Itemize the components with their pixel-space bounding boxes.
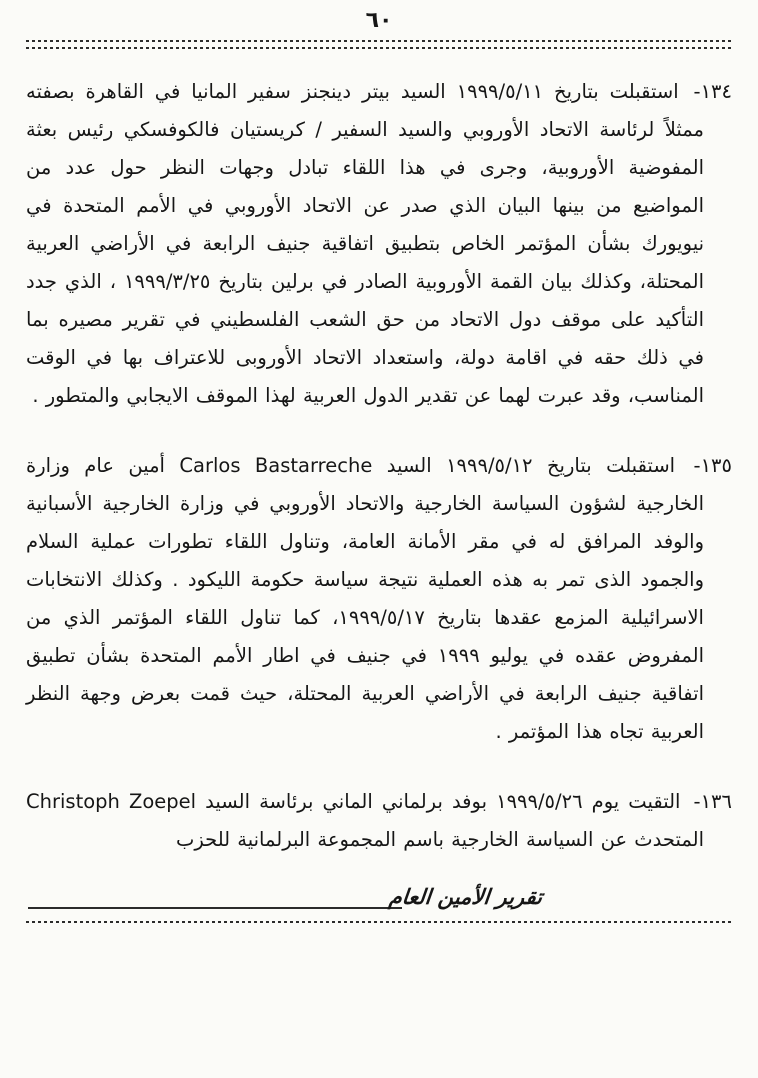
handwritten-note: تقرير الأمين العام <box>387 885 544 909</box>
page-number: ٦٠ <box>365 8 393 33</box>
page-footer <box>26 885 732 937</box>
paragraph-134-text: استقبلت بتاريخ ١٩٩٩/٥/١١ السيد بيتر دينجنز سفير المانيا في القاهرة بصفته ممثلاً لرئاسة الاتحاد الأوروبي والسيد السفير / كريستيان فالكوفسكي رئيس بعثة المفوضية الأوروبية، وجرى في هذا اللقاء تبادل وجهات النظر حول عدد من المواضيع من بينها البيان الذي صدر عن الاتحاد الأوروبي في الأمم المتحدة في نيويورك بشأن المؤتمر الخاص بتطبيق اتفاقية جنيف الرابعة في الأراضي العربية المحتلة، وكذلك بيان القمة الأوروبية الصادر في برلين بتاريخ ١٩٩٩/٣/٢٥ ، الذي جدد التأكيد على موقف دول الاتحاد من حق الشعب الفلسطيني في تقرير مصيره بما في ذلك حقه في اقامة دولة، واستعداد الاتحاد الأوروبى للاعتراف بها في الوقت المناسب، وقد عبرت لهما عن تقدير الدول العربية لهذا الموقف الايجابي والمتطور . <box>26 80 704 407</box>
paragraph-136-text: التقيت يوم ١٩٩٩/٥/٢٦ بوفد برلماني الماني برئاسة السيد Christoph Zoepel المتحدث عن السياسة الخارجية باسم المجموعة البرلمانية للحزب <box>26 790 704 851</box>
paragraph-135-marker: ١٣٥- <box>693 454 732 477</box>
footer-divider <box>26 921 732 923</box>
document-body <box>26 73 732 859</box>
paragraph-135 <box>26 447 732 751</box>
paragraph-134-marker: ١٣٤- <box>693 80 732 103</box>
header-divider <box>26 40 732 49</box>
footer-line <box>28 907 402 909</box>
paragraph-136 <box>26 783 732 859</box>
paragraph-134 <box>26 73 732 415</box>
paragraph-135-text: استقبلت بتاريخ ١٩٩٩/٥/١٢ السيد Carlos Bastarreche أمين عام وزارة الخارجية لشؤون السياسة الخارجية والاتحاد الأوروبي في وزارة الخارجية الأسبانية والوفد المرافق له في مقر الأمانة العامة، وتناول اللقاء تطورات عملية السلام والجمود الذى تمر به هذه العملية نتيجة سياسة حكومة الليكود . وكذلك الانتخابات الاسرائيلية المزمع عقدها بتاريخ ١٩٩٩/٥/١٧، كما تناول اللقاء المؤتمر الذي من المفروض عقده في يوليو ١٩٩٩ في جنيف في اطار الأمم المتحدة بشأن تطبيق اتفاقية جنيف الرابعة في الأراضي العربية المحتلة، حيث قمت بعرض وجهة النظر العربية تجاه هذا المؤتمر . <box>26 454 704 743</box>
paragraph-136-marker: ١٣٦- <box>693 790 732 813</box>
